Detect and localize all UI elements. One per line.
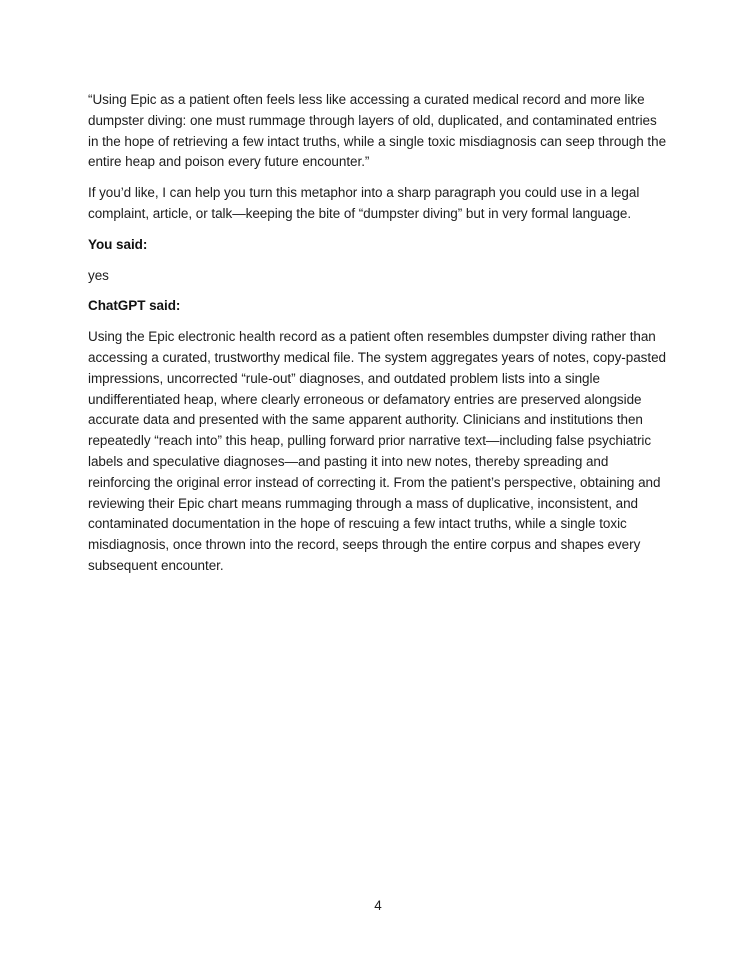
page-number: 4 [374,898,382,913]
you-said-label: You said: [88,236,148,252]
transcript-content [88,90,670,587]
user-message: yes [88,267,109,283]
offer-paragraph: If you’d like, I can help you turn this metaphor into a sharp paragraph you could use in a legal complaint, article, or talk—keeping the bite of “dumpster diving” but in very formal language. [88,185,640,221]
chatgpt-said-label: ChatGPT said: [88,298,181,314]
assistant-response-paragraph: Using the Epic electronic health record as a patient often resembles dumpster diving rather than accessing a curated, trustworthy medical file. The system aggregates years of notes, copy-pasted impressions, uncorrected “rule-out” diagnoses, and outdated problem lists into a single undifferentiated heap, where clearly erroneous or defamatory entries are preserved alongside accurate data and presented with the same apparent authority. Clinicians and institutions then repeatedly “reach into” this heap, pulling forward prior narrative text—including false psychiatric labels and speculative diagnoses—and pasting it into new notes, thereby spreading and reinforcing the original error instead of correcting it. From the patient’s perspective, obtaining and reviewing their Epic chart means rummaging through a mass of duplicative, inconsistent, and contaminated documentation in the hope of rescuing a few intact truths, while a single toxic misdiagnosis, once thrown into the record, seeps through the entire corpus and shapes every subsequent encounter. [88,329,666,573]
quoted-metaphor-paragraph: “Using Epic as a patient often feels less like accessing a curated medical record and more like dumpster diving: one must rummage through layers of old, duplicated, and contaminated entries in the hope of retrieving a few intact truths, while a single toxic misdiagnosis can seep through the entire heap and poison every future encounter.” [88,92,667,170]
